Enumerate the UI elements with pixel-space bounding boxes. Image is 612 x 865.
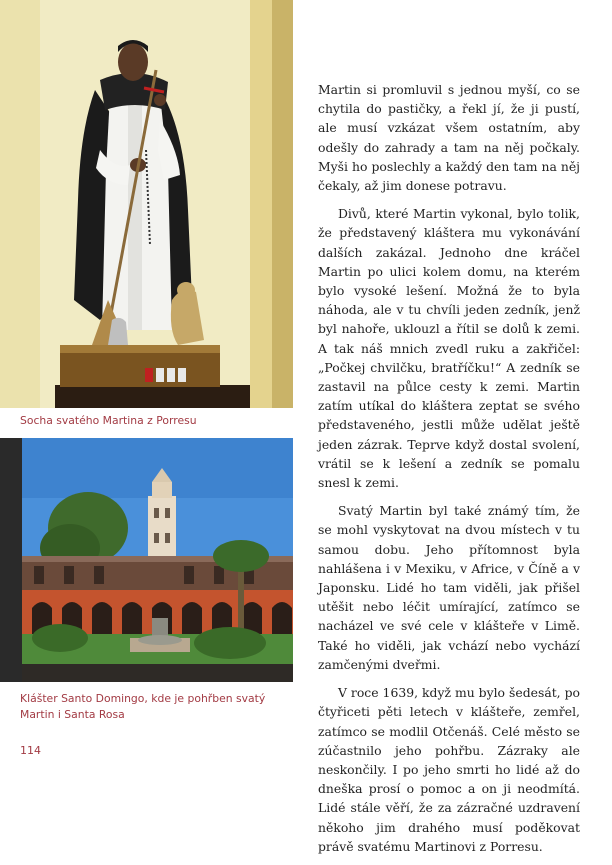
page-number: 114	[20, 744, 41, 757]
article-paragraph: Divů, které Martin vykonal, bylo tolik, že představený kláštera mu vykonávání dalších zakázal. Jednoho dne kráčel Martin po ulici kolem domu, na kterém bylo vysoké lešení. Možná že to byla náhoda, ale v tu chvíli jeden zedník, jenž byl nahoře, uklouzl a řítil se dolů k zemi. A tak náš mnich zvedl ruku a zakřičel: „Počkej chvilčku, bratříčku!“ A zedník se zastavil na půlce cesty k zemi. Martin zatím utíkal do kláštera zeptat se svého představeného, jestli může udělat ještě jeden zázrak. Teprve když dostal svolení, vrátil se k lešení a zedník se pomalu snesl k zemi.	[318, 206, 580, 491]
monastery-caption: Klášter Santo Domingo, kde je pohřben svatý Martin i Santa Rosa	[20, 692, 266, 721]
statue-caption: Socha svatého Martina z Porresu	[20, 414, 197, 427]
cloister-photo-icon	[0, 438, 293, 682]
article-paragraph: Svatý Martin byl také známý tím, že se mohl vyskytovat na dvou místech v tu samou dobu. Jeho přítomnost byla nahlášena i v Mexiku, v Africe, v Číně a v Japonsku. Lidé ho tam viděli, jak přišel utěšit nebo léčit umírající, zatímco se nacházel ve své cele v klášteře v Limě. Také ho viděli, jak vchází nebo vychází zamčenými dveřmi.	[318, 503, 580, 672]
article-paragraph: Martin si promluvil s jednou myší, co se chytila do pastičky, a řekl jí, že ji pustí, ale musí vzkázat všem ostatním, aby odešly do zahrady a tam na něj počkaly. Myši ho poslechly a každý den tam na něj čekaly, až jim donese potravu.	[318, 82, 580, 194]
article-body	[318, 80, 580, 865]
statue-photo-icon	[0, 0, 293, 408]
statue-photo	[0, 0, 293, 408]
monastery-photo	[0, 438, 293, 682]
article-paragraph: V roce 1639, když mu bylo šedesát, po čtyřiceti pěti letech v klášteře, zemřel, zatímco se modlil Otčenáš. Celé město se zúčastnilo jeho pohřbu. Zázraky ale neskončily. I po jeho smrti ho lidé až do dneška prosí o pomoc a on ji neodmítá. Lidé stále věří, že za zázračné uzdravení někoho jim drahého musí poděkovat právě svatému Martinovi z Porresu.	[318, 685, 580, 854]
